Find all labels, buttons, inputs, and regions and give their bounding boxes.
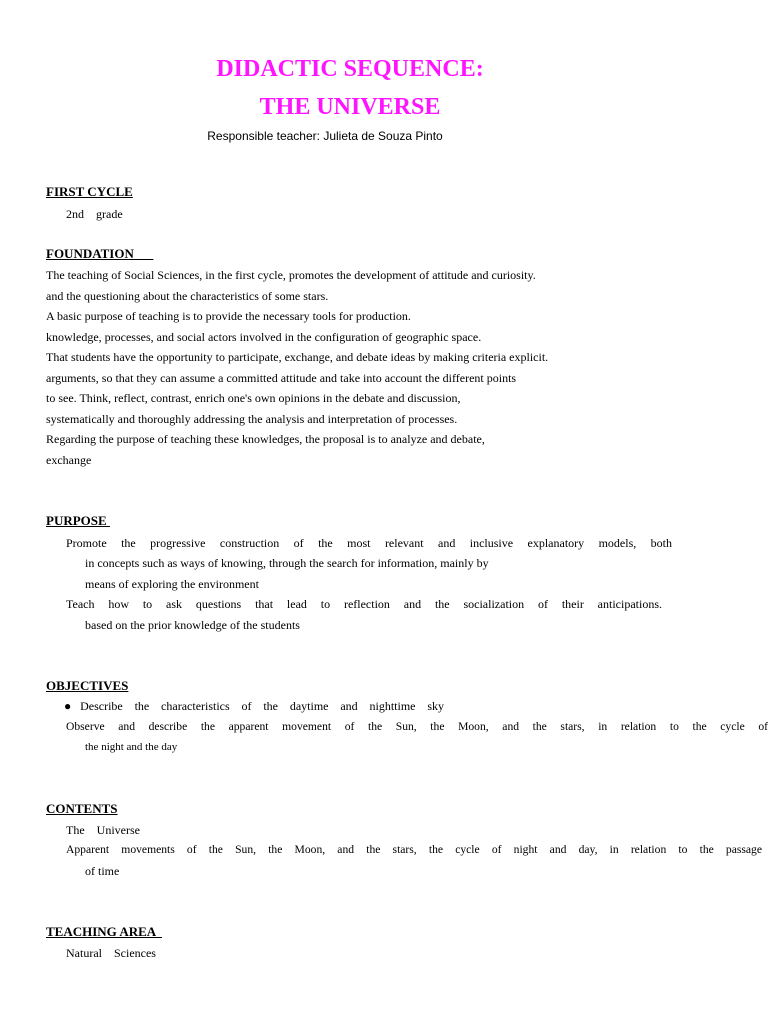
heading-teaching-area: TEACHING AREA xyxy=(46,924,162,939)
objective-bullet: ●Describe the characteristics of the daytime and nighttime sky xyxy=(64,699,444,713)
foundation-line: and the questioning about the characteristics of some stars. xyxy=(46,289,329,303)
foundation-line: arguments, so that they can assume a committed attitude and take into account the different points xyxy=(46,371,517,385)
foundation-line: to see. Think, reflect, contrast, enrich one's own opinions in the debate and discussion, xyxy=(46,391,461,405)
foundation-line: That students have the opportunity to participate, exchange, and debate ideas by making criteria explicit. xyxy=(46,350,549,364)
heading-purpose: PURPOSE xyxy=(46,513,110,528)
document-title-line-2: THE UNIVERSE xyxy=(259,94,441,120)
contents-item: Apparent movements of the Sun, the Moon, and the stars, the cycle of night and day, in relation to the passage xyxy=(66,843,762,856)
purpose-line: Promote the progressive construction of the most relevant and inclusive explanatory models, both xyxy=(66,536,672,550)
teaching-area-value: Natural Sciences xyxy=(66,946,156,960)
purpose-line: in concepts such as ways of knowing, through the search for information, mainly by xyxy=(85,556,489,570)
heading-objectives: OBJECTIVES xyxy=(46,678,129,693)
heading-first-cycle: FIRST CYCLE xyxy=(46,184,133,199)
foundation-line: systematically and thoroughly addressing the analysis and interpretation of processes. xyxy=(46,412,458,426)
foundation-line: Regarding the purpose of teaching these knowledges, the proposal is to analyze and debate, xyxy=(46,432,485,446)
purpose-line: based on the prior knowledge of the students xyxy=(85,618,300,632)
objective-line: the night and the day xyxy=(85,741,178,753)
heading-foundation: FOUNDATION xyxy=(46,246,154,261)
foundation-line: The teaching of Social Sciences, in the first cycle, promotes the development of attitude and curiosity. xyxy=(46,268,536,282)
foundation-line: knowledge, processes, and social actors involved in the configuration of geographic space. xyxy=(46,330,482,344)
contents-item: of time xyxy=(85,864,120,878)
objective-line: Observe and describe the apparent movement of the Sun, the Moon, and the stars, in relation to the cycle of xyxy=(66,720,768,733)
foundation-line: exchange xyxy=(46,453,92,467)
heading-contents: CONTENTS xyxy=(46,801,118,816)
purpose-line: Teach how to ask questions that lead to reflection and the socialization of their anticipations. xyxy=(66,597,662,611)
foundation-line: A basic purpose of teaching is to provide the necessary tools for production. xyxy=(46,309,411,323)
purpose-line: means of exploring the environment xyxy=(85,577,259,591)
first-cycle-grade: 2nd grade xyxy=(66,207,123,221)
document-title-line-1: DIDACTIC SEQUENCE: xyxy=(216,56,484,82)
responsible-teacher: Responsible teacher: Julieta de Souza Pinto xyxy=(207,129,443,143)
contents-item: The Universe xyxy=(66,823,140,837)
